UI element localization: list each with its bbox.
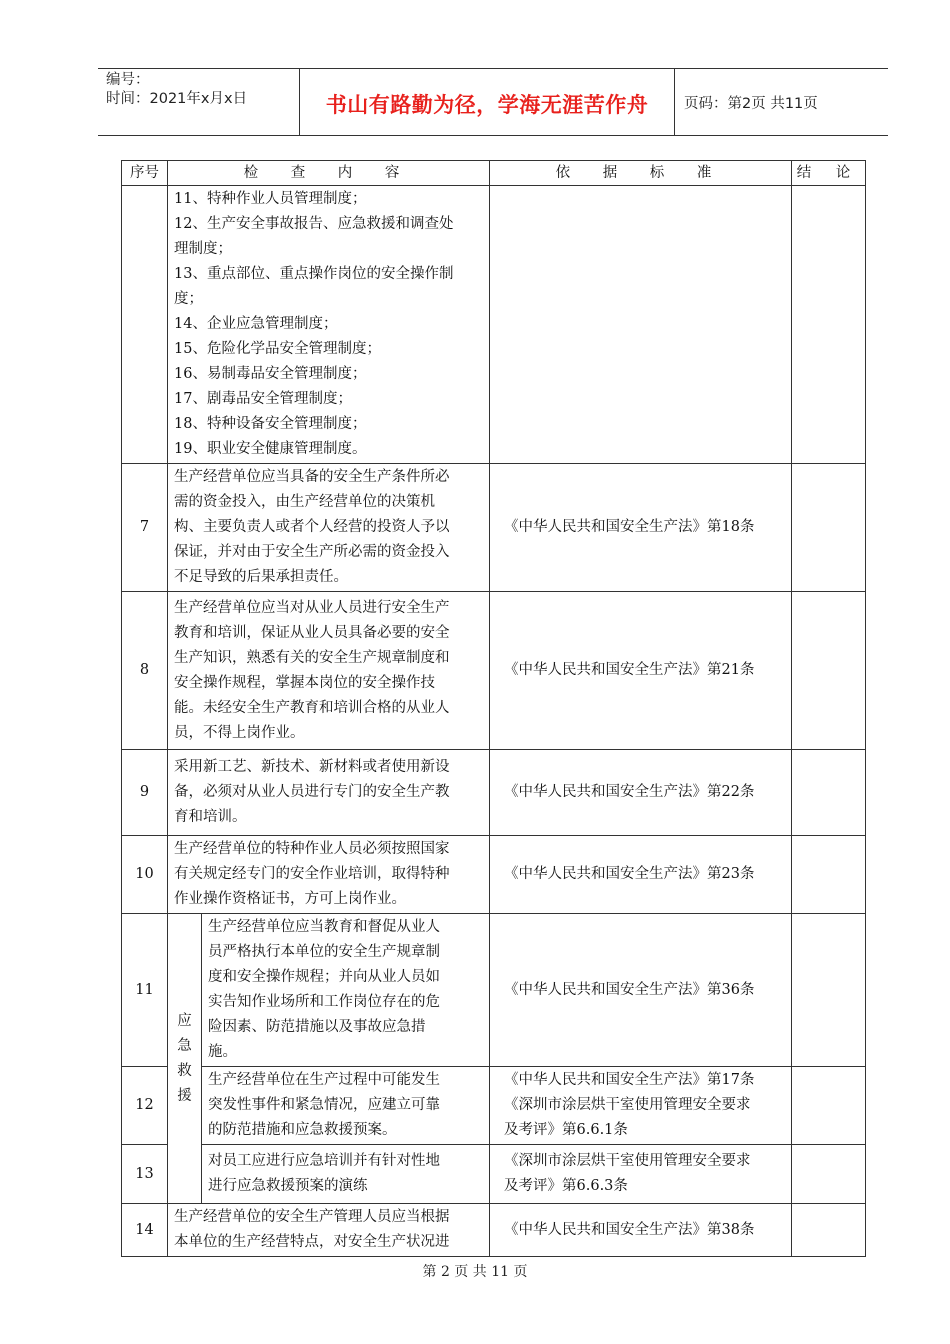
table-row — [122, 592, 866, 750]
basis-line: 《中华人民共和国安全生产法》第21条 — [504, 662, 755, 678]
content-line: 生产经营单位在生产过程中可能发生 — [208, 1072, 440, 1088]
row-content — [202, 1067, 490, 1145]
row-basis — [490, 1145, 792, 1204]
header-divider — [674, 69, 675, 135]
content-line: 员严格执行本单位的安全生产规章制 — [208, 944, 440, 960]
content-line: 备，必须对从业人员进行专门的安全生产教 — [174, 784, 450, 800]
content-line: 生产经营单位的安全生产管理人员应当根据 — [174, 1209, 450, 1225]
page-header — [98, 68, 888, 136]
row-basis — [490, 186, 792, 464]
row-conclusion — [792, 186, 866, 464]
content-line: 14、企业应急管理制度； — [174, 316, 338, 332]
row-conclusion — [792, 1067, 866, 1145]
time-label: 时间：2021年x月x日 — [106, 91, 248, 107]
row-number: 14 — [122, 1204, 168, 1257]
content-line: 本单位的生产经营特点，对安全生产状况进 — [174, 1234, 450, 1250]
content-line: 18、特种设备安全管理制度； — [174, 416, 367, 432]
content-line: 有关规定经专门的安全作业培训，取得特种 — [174, 866, 450, 882]
row-number: 13 — [122, 1145, 168, 1204]
row-conclusion — [792, 914, 866, 1067]
row-conclusion — [792, 464, 866, 592]
content-line: 施。 — [208, 1044, 237, 1060]
basis-line: 《中华人民共和国安全生产法》第17条 — [504, 1072, 755, 1088]
content-line: 需的资金投入，由生产经营单位的决策机 — [174, 494, 435, 510]
content-line: 采用新工艺、新技术、新材料或者使用新设 — [174, 759, 450, 775]
header-motto: 书山有路勤为径，学海无涯苦作舟 — [325, 93, 649, 117]
content-line: 理制度； — [174, 241, 232, 257]
content-line: 构、主要负责人或者个人经营的投资人予以 — [174, 519, 450, 535]
content-line: 员，不得上岗作业。 — [174, 724, 305, 741]
content-line: 度和安全操作规程；并向从业人员如 — [208, 969, 440, 985]
row-conclusion — [792, 592, 866, 750]
row-content — [168, 836, 490, 914]
table-row — [122, 1204, 866, 1257]
col-header-content: 检 查 内 容 — [168, 161, 490, 186]
row-basis — [490, 592, 792, 750]
content-line: 16、易制毒品安全管理制度； — [174, 366, 367, 382]
row-number: 7 — [122, 464, 168, 592]
content-line: 13、重点部位、重点操作岗位的安全操作制 — [174, 266, 454, 282]
row-content — [202, 1145, 490, 1204]
row-basis — [490, 836, 792, 914]
row-number: 8 — [122, 592, 168, 750]
col-header-basis: 依 据 标 准 — [490, 161, 792, 186]
row-number — [122, 186, 168, 464]
row-conclusion — [792, 1145, 866, 1204]
table-row — [122, 464, 866, 592]
row-basis — [490, 914, 792, 1067]
content-line: 育和培训。 — [174, 809, 247, 825]
table-row — [122, 836, 866, 914]
basis-line: 《中华人民共和国安全生产法》第22条 — [504, 784, 755, 800]
basis-line: 及考评》第6.6.3条 — [504, 1178, 628, 1194]
content-line: 12、生产安全事故报告、应急救援和调查处 — [174, 216, 454, 232]
table-row — [122, 750, 866, 836]
row-basis — [490, 1067, 792, 1145]
content-line: 生产经营单位应当教育和督促从业人 — [208, 919, 440, 935]
basis-line: 《深圳市涂层烘干室使用管理安全要求 — [504, 1097, 751, 1113]
row-content — [168, 1204, 490, 1257]
category-cell — [168, 914, 202, 1204]
row-number: 10 — [122, 836, 168, 914]
basis-line: 《深圳市涂层烘干室使用管理安全要求 — [504, 1153, 751, 1169]
content-line: 不足导致的后果承担责任。 — [174, 569, 348, 585]
content-line: 11、特种作业人员管理制度； — [174, 191, 367, 207]
content-line: 19、职业安全健康管理制度。 — [174, 441, 367, 457]
category-label: 应急救援 — [177, 1012, 192, 1104]
content-line: 进行应急救援预案的演练 — [208, 1178, 368, 1194]
row-basis — [490, 464, 792, 592]
content-line: 度； — [174, 291, 203, 307]
row-conclusion — [792, 836, 866, 914]
content-line: 生产经营单位应当对从业人员进行安全生产 — [174, 599, 450, 616]
content-line: 生产经营单位的特种作业人员必须按照国家 — [174, 841, 450, 857]
row-content — [168, 464, 490, 592]
content-line: 安全操作规程，掌握本岗位的安全操作技 — [174, 674, 435, 691]
table-header-row — [122, 161, 866, 186]
row-number: 9 — [122, 750, 168, 836]
row-content — [168, 592, 490, 750]
table-row — [122, 186, 866, 464]
row-basis — [490, 1204, 792, 1257]
row-number: 12 — [122, 1067, 168, 1145]
header-page-number: 页码：第2页 共11页 — [684, 96, 818, 112]
serial-label: 编号： — [106, 72, 150, 88]
content-line: 能。未经安全生产教育和培训合格的从业人 — [174, 699, 450, 716]
row-basis — [490, 750, 792, 836]
page-footer: 第 2 页 共 11 页 — [422, 1264, 528, 1280]
inspection-table — [121, 160, 866, 1257]
basis-line: 及考评》第6.6.1条 — [504, 1122, 628, 1138]
content-line: 保证，并对由于安全生产所必需的资金投入 — [174, 544, 450, 560]
row-conclusion — [792, 750, 866, 836]
content-line: 生产知识，熟悉有关的安全生产规章制度和 — [174, 649, 450, 666]
content-line: 突发性事件和紧急情况，应建立可靠 — [208, 1097, 440, 1113]
table-row — [122, 1067, 866, 1145]
content-line: 17、剧毒品安全管理制度； — [174, 391, 352, 407]
content-line: 15、危险化学品安全管理制度； — [174, 341, 381, 357]
content-line: 对员工应进行应急培训并有针对性地 — [208, 1153, 440, 1169]
basis-line: 《中华人民共和国安全生产法》第38条 — [504, 1221, 755, 1238]
table-row — [122, 914, 866, 1067]
col-header-no: 序号 — [122, 161, 168, 186]
row-content — [202, 914, 490, 1067]
table-row — [122, 1145, 866, 1204]
basis-line: 《中华人民共和国安全生产法》第36条 — [504, 981, 755, 998]
content-line: 实告知作业场所和工作岗位存在的危 — [208, 994, 440, 1010]
row-content — [168, 750, 490, 836]
row-conclusion — [792, 1204, 866, 1257]
basis-line: 《中华人民共和国安全生产法》第18条 — [504, 519, 755, 535]
col-header-conclusion: 结 论 — [792, 161, 866, 186]
basis-line: 《中华人民共和国安全生产法》第23条 — [504, 866, 755, 882]
content-line: 作业操作资格证书，方可上岗作业。 — [174, 891, 406, 907]
content-line: 的防范措施和应急救援预案。 — [208, 1122, 397, 1138]
row-number: 11 — [122, 914, 168, 1067]
content-line: 教育和培训，保证从业人员具备必要的安全 — [174, 624, 450, 641]
content-line: 生产经营单位应当具备的安全生产条件所必 — [174, 469, 450, 485]
row-content — [168, 186, 490, 464]
header-meta — [106, 71, 247, 109]
content-line: 险因素、防范措施以及事故应急措 — [208, 1019, 426, 1035]
